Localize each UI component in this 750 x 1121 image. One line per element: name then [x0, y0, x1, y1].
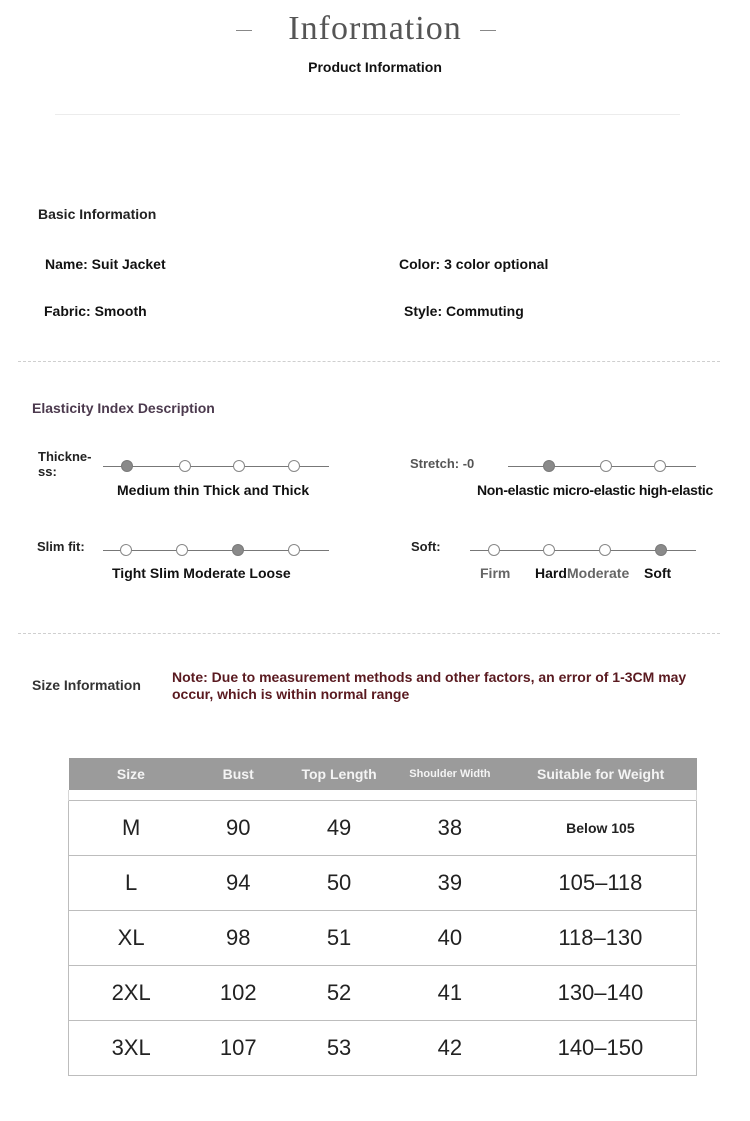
cell-shoulder-width: 39 — [395, 855, 505, 910]
cell-top-length: 52 — [283, 965, 395, 1020]
title-right-dash — [480, 30, 496, 31]
soft-option-hard: Hard — [535, 565, 567, 581]
header-shoulder-width: Shoulder Width — [395, 758, 505, 790]
cell-top-length: 53 — [283, 1020, 395, 1075]
table-row — [69, 800, 697, 855]
cell-weight: 140–150 — [505, 1020, 697, 1075]
stretch-dot-2 — [600, 460, 612, 472]
size-table — [68, 758, 697, 1076]
cell-weight: 118–130 — [505, 910, 697, 965]
thickness-dot-4 — [288, 460, 300, 472]
elasticity-heading: Elasticity Index Description — [32, 400, 215, 416]
cell-size: 2XL — [69, 965, 194, 1020]
title-wrap — [0, 10, 750, 48]
cell-shoulder-width: 38 — [395, 800, 505, 855]
table-row — [69, 1020, 697, 1075]
slim-fit-label: Slim fit: — [37, 539, 85, 554]
header-suitable-weight: Suitable for Weight — [505, 758, 697, 790]
soft-dot-3 — [599, 544, 611, 556]
header-top-length: Top Length — [283, 758, 395, 790]
thickness-dot-1 — [121, 460, 133, 472]
cell-size: M — [69, 800, 194, 855]
cell-bust: 90 — [193, 800, 283, 855]
cell-top-length: 49 — [283, 800, 395, 855]
slim-fit-dot-2 — [176, 544, 188, 556]
header-divider — [55, 114, 680, 115]
basic-info-heading: Basic Information — [38, 206, 157, 222]
color-field: Color: 3 color optional — [399, 256, 549, 272]
thickness-label-line1: Thickne- — [38, 449, 92, 464]
page-subtitle: Product Information — [308, 59, 442, 75]
cell-top-length: 51 — [283, 910, 395, 965]
soft-option-soft: Soft — [644, 565, 672, 581]
page-title: Information — [288, 10, 462, 47]
cell-top-length: 50 — [283, 855, 395, 910]
cell-bust: 102 — [193, 965, 283, 1020]
soft-option-moderate: Moderate — [567, 565, 630, 581]
cell-bust: 94 — [193, 855, 283, 910]
soft-dot-2 — [543, 544, 555, 556]
header-gap — [69, 790, 697, 800]
stretch-dot-1 — [543, 460, 555, 472]
thickness-scale: Medium thin Thick and Thick — [117, 482, 310, 498]
fabric-field: Fabric: Smooth — [44, 303, 147, 319]
slim-fit-scale: Tight Slim Moderate Loose — [112, 565, 291, 581]
slim-fit-dot-4 — [288, 544, 300, 556]
stretch-dot-3 — [654, 460, 666, 472]
cell-shoulder-width: 40 — [395, 910, 505, 965]
stretch-label: Stretch: -0 — [410, 456, 475, 471]
cell-weight: Below 105 — [505, 800, 697, 855]
slim-fit-dot-3 — [232, 544, 244, 556]
cell-shoulder-width: 42 — [395, 1020, 505, 1075]
cell-bust: 107 — [193, 1020, 283, 1075]
cell-bust: 98 — [193, 910, 283, 965]
soft-dot-4 — [655, 544, 667, 556]
table-row — [69, 910, 697, 965]
cell-weight: 130–140 — [505, 965, 697, 1020]
slim-fit-dot-1 — [120, 544, 132, 556]
soft-dot-1 — [488, 544, 500, 556]
thickness-label-line2: ss: — [38, 464, 57, 479]
cell-weight: 105–118 — [505, 855, 697, 910]
size-info-heading: Size Information — [32, 677, 141, 693]
section-divider-2 — [18, 633, 720, 634]
soft-option-firm: Firm — [480, 565, 511, 581]
header-size: Size — [69, 758, 194, 790]
table-row — [69, 855, 697, 910]
cell-size: 3XL — [69, 1020, 194, 1075]
style-field: Style: Commuting — [404, 303, 524, 319]
cell-shoulder-width: 41 — [395, 965, 505, 1020]
stretch-scale: Non-elastic micro-elastic high-elastic — [477, 482, 714, 498]
measurement-note: Note: Due to measurement methods and other factors, an error of 1-3CM may occur, which is within normal range — [172, 669, 687, 702]
table-header-row — [69, 758, 697, 790]
header-bust: Bust — [193, 758, 283, 790]
thickness-dot-2 — [179, 460, 191, 472]
table-row — [69, 965, 697, 1020]
thickness-dot-3 — [233, 460, 245, 472]
thickness-label — [38, 449, 91, 479]
cell-size: XL — [69, 910, 194, 965]
soft-label: Soft: — [411, 539, 441, 554]
cell-size: L — [69, 855, 194, 910]
section-divider-1 — [18, 361, 720, 362]
name-field: Name: Suit Jacket — [45, 256, 166, 272]
